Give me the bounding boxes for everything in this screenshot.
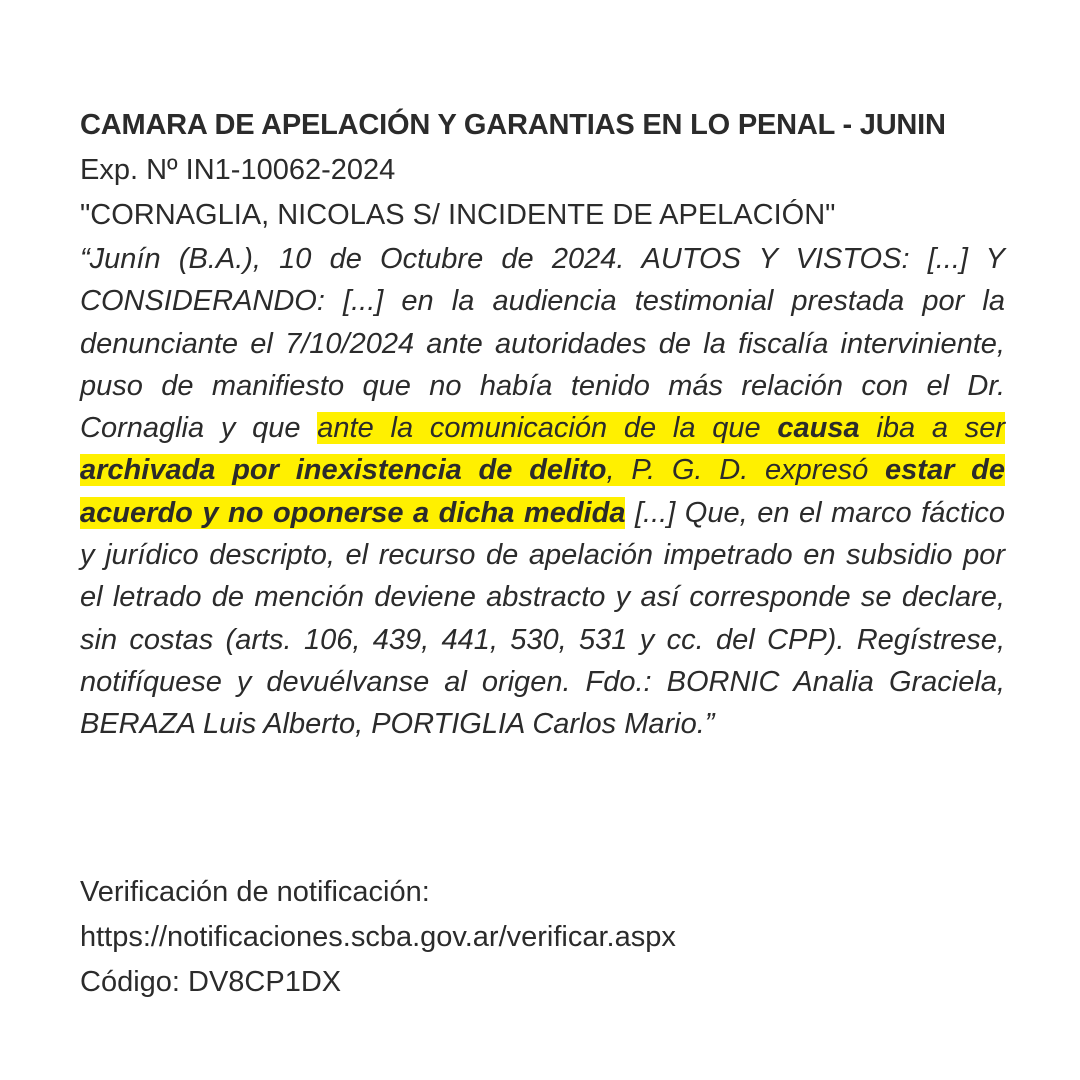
case-caption: "CORNAGLIA, NICOLAS S/ INCIDENTE DE APELACIÓN" (80, 199, 836, 231)
verification-code: Código: DV8CP1DX (80, 966, 342, 998)
verification-block (80, 870, 1005, 1005)
verification-url[interactable]: https://notificaciones.scba.gov.ar/verificar.aspx (80, 921, 676, 953)
verification-label: Verificación de notificación: (80, 876, 430, 908)
resolution-quote (80, 238, 1005, 746)
document-body (80, 103, 1005, 746)
quote-text-intro: “Junín (B.A.), 10 de Octubre de 2024. AUTOS Y VISTOS: [...] Y CONSIDERANDO: [...] en la audiencia testimonial prestada por la denunciante el 7/10/2024 ante autoridades de la fiscalía interviniente, puso de manifiesto que no había tenido más relación con el Dr. Cornaglia y que (80, 243, 1005, 445)
highlight-bold-2: archivada por inexistencia de delito (80, 454, 607, 487)
court-name: CAMARA DE APELACIÓN Y GARANTIAS EN LO PENAL - JUNIN (80, 109, 946, 141)
highlight-text-3: , P. G. D. expresó (606, 454, 886, 487)
highlight-text-2: iba a ser (859, 412, 1006, 445)
quote-text-closing: [...] Que, en el marco fáctico y jurídico descripto, el recurso de apelación impetrado en subsidio por el letrado de mención deviene abstracto y así corresponde se declare, sin costas (arts. 106, 439, 441, 530, 531 y cc. del CPP). Regístrese, notifíquese y devuélvanse al origen. Fdo.: BORNIC Analia Graciela, BERAZA Luis Alberto, PORTIGLIA Carlos Mario.” (80, 496, 1005, 741)
highlight-bold-3: estar de acuerdo y no oponerse a dicha medida (80, 454, 1005, 529)
highlight-text-1: ante la comunicación de la que (317, 412, 778, 445)
highlight-bold-1: causa (777, 412, 860, 445)
case-number: Exp. Nº IN1-10062-2024 (80, 154, 396, 186)
